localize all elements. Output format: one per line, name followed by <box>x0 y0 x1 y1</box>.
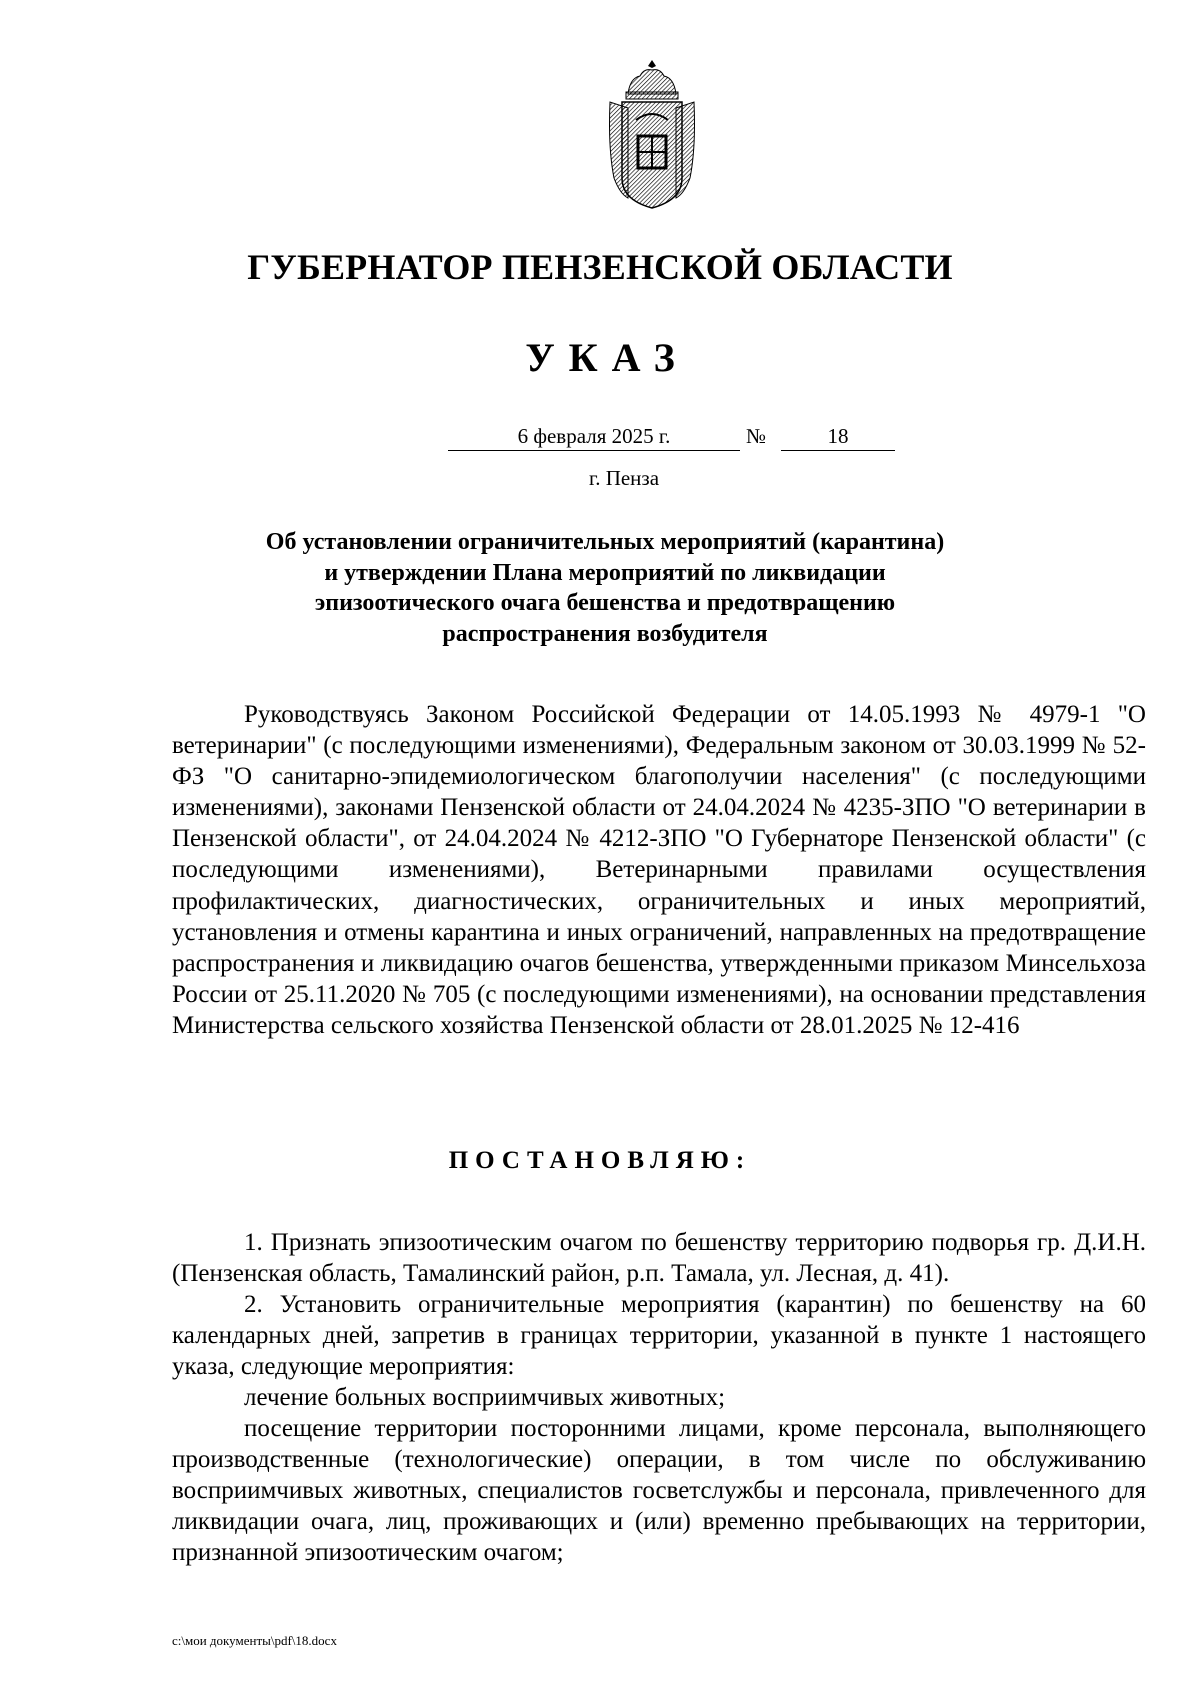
issuing-authority: ГУБЕРНАТОР ПЕНЗЕНСКОЙ ОБЛАСТИ <box>247 247 953 287</box>
title-line: и утверждении Плана мероприятий по ликвидации <box>324 559 886 586</box>
file-path-footer: c:\мои документы\pdf\18.docx <box>172 1633 337 1648</box>
item-paragraph: 2. Установить ограничительные мероприятия (карантин) по бешенству на 60 календарных дней, запретив в границах территории, указанной в пункте 1 настоящего указа, следующие мероприятия: <box>172 1291 1146 1381</box>
issuing-city: г. Пенза <box>588 466 660 490</box>
item-paragraph: посещение территории посторонними лицами, кроме персонала, выполняющего производственные (технологические) операции, в том числе по обслуживанию восприимчивых животных, специалистов госветслужбы и персонала, привлеченного для ликвидации очага, лиц, проживающих и (или) временно пребывающих на территории, признанной эпизоотическим очагом; <box>172 1415 1146 1567</box>
title-line: эпизоотического очага бешенства и предотвращению <box>314 590 896 616</box>
item-paragraph: лечение больных восприимчивых животных; <box>244 1384 726 1411</box>
document-date: 6 февраля 2025 г. <box>448 424 740 451</box>
preamble-paragraph: Руководствуясь Законом Российской Федерации от 14.05.1993 № 4979-1 "О ветеринарии" (с последующими изменениями), Федеральным законом от 30.03.1999 № 52-ФЗ "О санитарно-эпидемиологическом благополучии населения" (с последующими изменениями), законами Пензенской области от 24.04.2024 № 4235-ЗПО "О ветеринарии в Пензенской области", от 24.04.2024 № 4212-ЗПО "О Губернаторе Пензенской области" (с последующими изменениями), Ветеринарными правилами осуществления профилактических, диагностических, ограничительных и иных мероприятий, установления и отмены карантина и иных ограничений, направленных на предотвращение распространения и ликвидацию очагов бешенства, утвержденными приказом Минсельхоза России от 25.11.2020 № 705 (с последующими изменениями), на основании представления Министерства сельского хозяйства Пензенской области от 28.01.2025 № 12-416 <box>172 701 1146 1039</box>
title-line: Об установлении ограничительных мероприятий (карантина) <box>265 529 945 555</box>
item-paragraph: 1. Признать эпизоотическим очагом по бешенству территорию подворья гр. Д.И.Н. (Пензенская область, Тамалинский район, р.п. Тамала, ул. Лесная, д. 41). <box>172 1229 1146 1288</box>
document-number: 18 <box>781 424 895 451</box>
title-line: распространения возбудителя <box>442 620 768 647</box>
document-type: УКАЗ <box>525 335 689 380</box>
coat-of-arms-emblem <box>606 58 698 210</box>
document-title <box>150 527 1060 649</box>
resolve-heading: ПОСТАНОВЛЯЮ: <box>448 1147 752 1174</box>
number-sign: № <box>746 424 767 448</box>
